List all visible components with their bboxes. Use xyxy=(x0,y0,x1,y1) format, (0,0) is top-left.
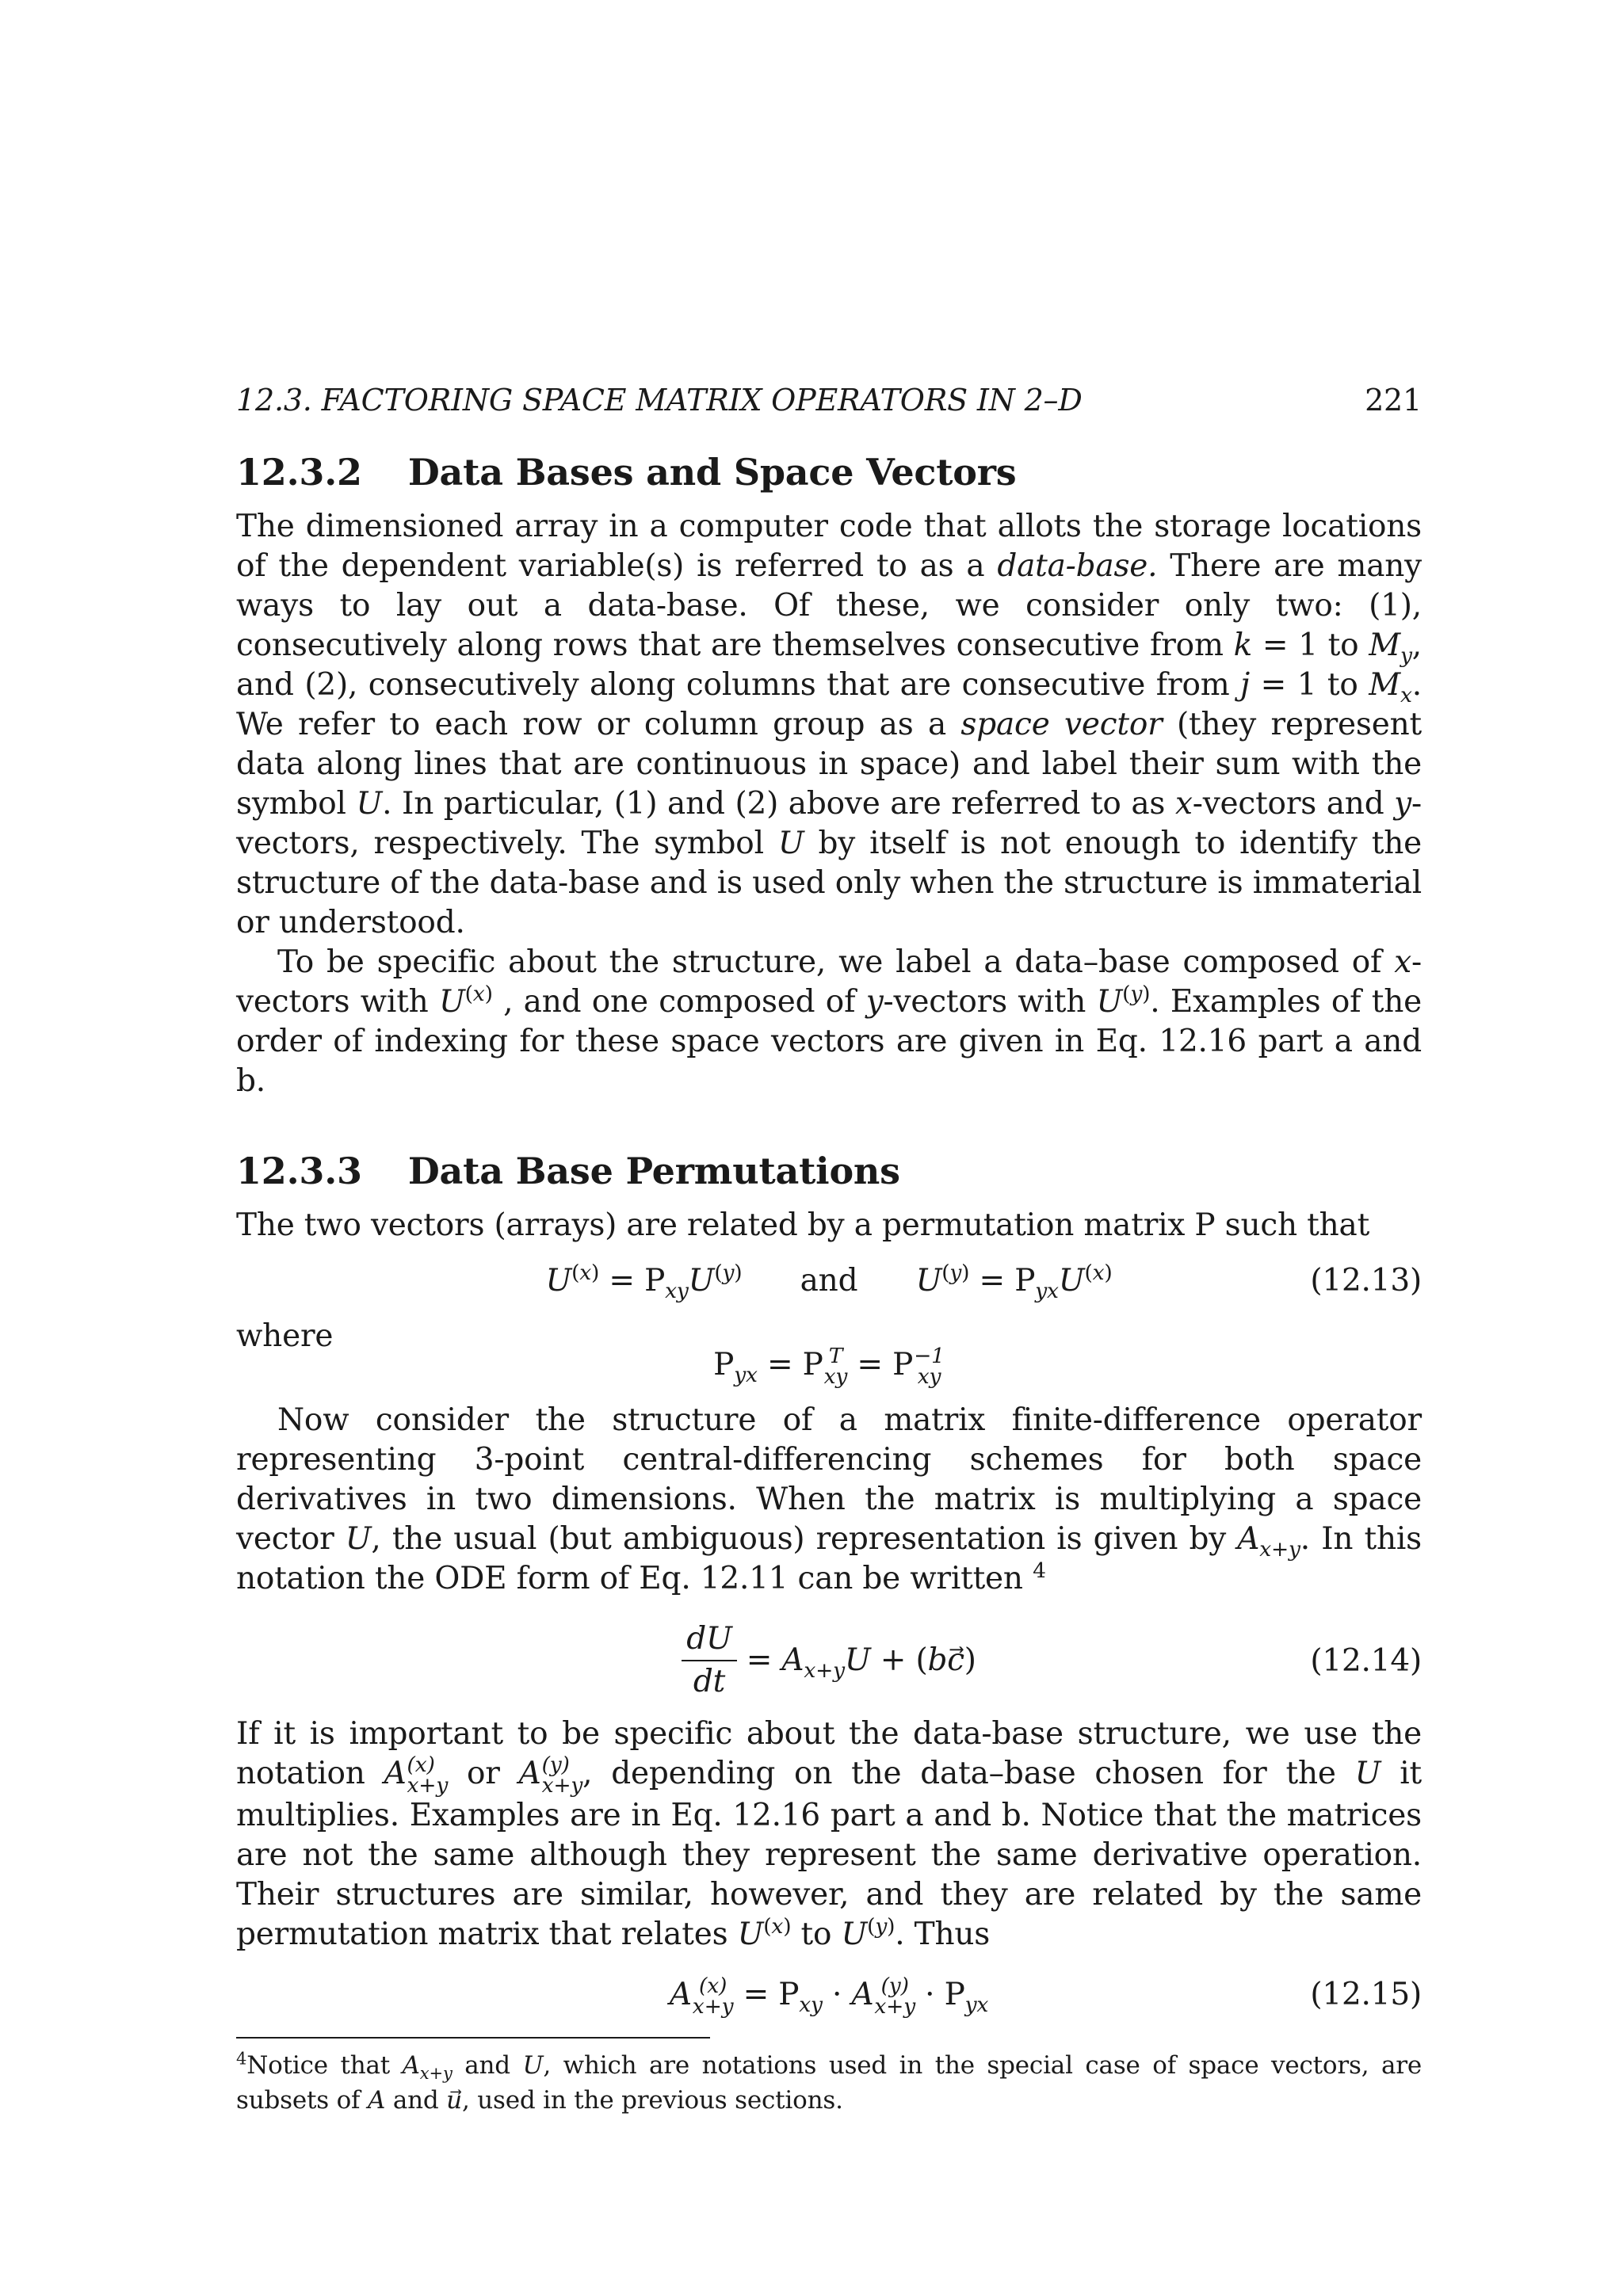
equation-number: (12.15) xyxy=(1310,1977,1422,2012)
running-head xyxy=(236,380,1422,420)
section-title: Data Bases and Space Vectors xyxy=(407,451,1017,494)
section-title: Data Base Permutations xyxy=(407,1150,900,1192)
page-content xyxy=(236,380,1422,2118)
paragraph-4: Now consider the structure of a matrix finite-difference operator representing 3-point central-differencing schemes for both space derivatives in two dimensions. When the matrix is multiplying a space vector U, the usual (but ambiguous) representation is given by $A_{x+y}$. In this notation the ODE form of Eq. 12.11 can be written $^4$ xyxy=(236,1402,1422,1596)
section-heading-12-3-3 xyxy=(236,1147,1422,1195)
footnote-4: $^4$Notice that $A_{x+y}$ and U, which are notations used in the special case of space vectors, are subsets of A and u, used in the previous sections. xyxy=(236,2048,1422,2115)
equation-12-13: $U^{(x)} = P_{xy}U^{(y)}$ and $U^{(y)} = P_{yx}U^{(x)}$ (12.13) xyxy=(236,1257,1422,1306)
equation-12-14: $\frac{dU}{dt}$ = $A_{x+y}U$ + (bc⃗) (12.14) xyxy=(236,1613,1422,1708)
equation-12-15: A (x) x+y = $P_{xy} \cdot A$ (y) x+y · $P_{yx}$ (12.15) xyxy=(236,1970,1422,2019)
equation-number: (12.14) xyxy=(1310,1643,1422,1679)
running-head-title: 12.3. FACTORING SPACE MATRIX OPERATORS IN 2–D xyxy=(236,383,1083,418)
section-number: 12.3.3 xyxy=(236,1150,362,1192)
page-number: 221 xyxy=(1365,383,1422,418)
section-heading-12-3-2 xyxy=(236,448,1422,496)
equation-where: where $P_{yx} = P$ T xy = P −1 xy xyxy=(236,1318,945,1389)
footnote-rule xyxy=(236,2037,710,2039)
paragraph-1: The dimensioned array in a computer code that allots the storage locations of the dependent variable(s) is referred to as a data-base. There are many ways to lay out a data-base. Of these, we consider only two: (1), consecutively along rows that are themselves consecutive from k = 1 to $M_y$, and (2), consecutively along columns that are consecutive from j = 1 to $M_x$. We refer to each row or column group as a space vector (they represent data along lines that are continuous in space) and label their sum with the symbol U. In particular, (1) and (2) above are referred to as x-vectors and y-vectors, respectively. The symbol U by itself is not enough to identify the structure of the data-base and is used only when the structure is immaterial or understood. xyxy=(236,509,1422,940)
paragraph-3: The two vectors (arrays) are related by a permutation matrix P such that xyxy=(236,1207,1370,1243)
equation-number: (12.13) xyxy=(1310,1263,1422,1299)
section-number: 12.3.2 xyxy=(236,451,362,494)
paragraph-2: To be specific about the structure, we label a data–base composed of x-vectors with $U^{(x)}$ , and one composed of y-vectors with $U^{(y)}$. Examples of the order of indexing for these space vectors are given in Eq. 12.16 part a and b. xyxy=(236,944,1423,1099)
paragraph-5: If it is important to be specific about the data-base structure, we use the notation A (x) x+y or A (y) x+y , depending on the data–base chosen for the U it multiplies. Examples are in Eq. 12.16 part a and b. Notice that the matrices are not the same although they represent the same derivative operation. Their structures are similar, however, and they are related by the same permutation matrix that relates $U^{(x)}$ to $U^{(y)}$. Thus xyxy=(236,1716,1422,1952)
